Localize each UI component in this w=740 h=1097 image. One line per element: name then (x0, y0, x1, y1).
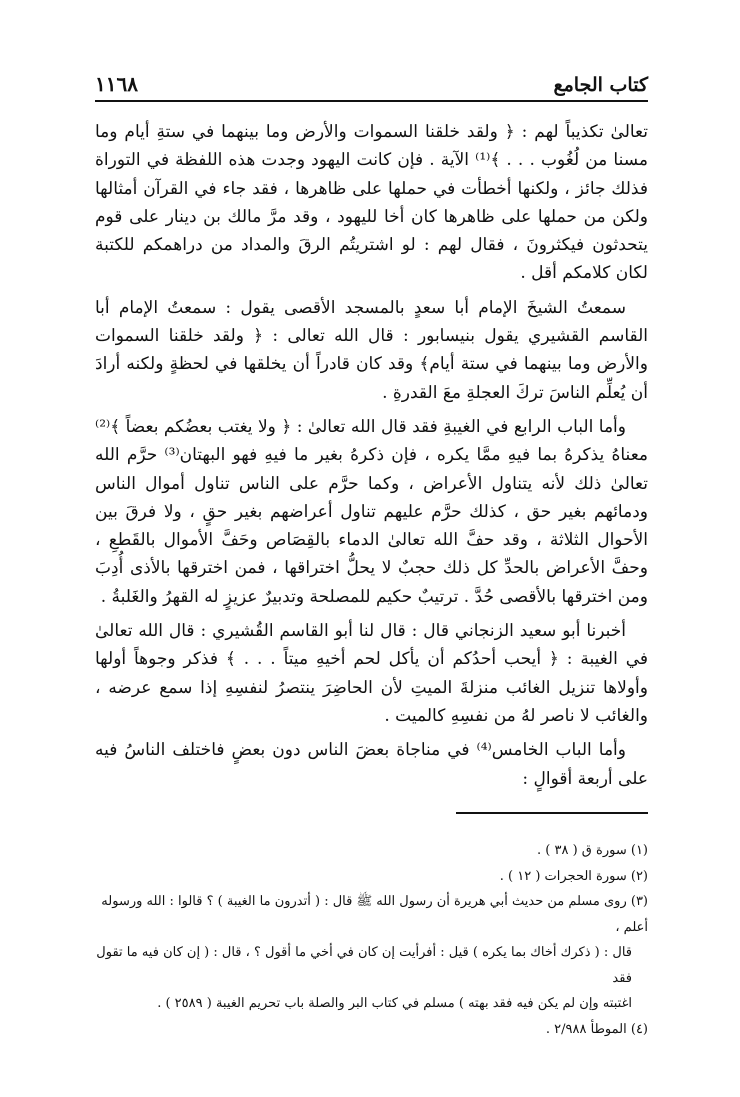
footnote-2: (٢) سورة الحجرات ( ١٢ ) . (499, 868, 648, 884)
footnote-rule (456, 812, 648, 814)
header-rule (95, 100, 648, 102)
paragraph-5: وأما الباب الخامس⁽⁴⁾ في مناجاة بعضَ الناس دون بعضٍ فاختلف الناسُ فيه على أربعة أقوالٍ : (95, 740, 648, 789)
footnote-3: (٣) روى مسلم من حديث أبي هريرة أن رسول الله ﷺ قال : ( أتدرون ما الغيبة ) ؟ قالوا : الله ورسوله أعلم ، (101, 894, 648, 935)
paragraph-4: أخبرنا أبو سعيد الزنجاني قال : قال لنا أبو القاسم القُشيري : قال الله تعالىٰ في الغيبة : ﴿ أيحب أحدُكم أن يأكل لحم أخيهِ ميتاً . . . ﴾ فذكر وجوهاً أولها وأولاها تنزيل الغائب منزلةَ الميتِ لأن الحاضِرَ ينتصرُ لنفسِهِ إذا سمع عرضه ، والغائب لا ناصر لهُ من نفسِهِ كالميت . (95, 621, 648, 726)
main-text (95, 118, 648, 793)
paragraph-1: تعالىٰ تكذيباً لهم : ﴿ ولقد خلقنا السموات والأرض وما بينهما في ستةِ أيام وما مسنا من لُغُوب . . . ﴾⁽¹⁾ الآية . فإن كانت اليهود وجدت هذه اللفظة في التوراة فذلك جائز ، ولكنها أخطأت في حملها على ظاهرها ، فقد جاء في القرآن أمثالها ولكن من حملها على ظاهرها كان أخا لليهود ، وقد مرَّ مالك بن دينار على قوم يتحدثون فيكثرونَ ، فقال لهم : لو اشتريتُم الرقَ والمداد من دراهمكم للكتبة لكان كلامكم أقل . (95, 122, 648, 284)
page-number: ١١٦٨ (95, 72, 138, 96)
footnote-4: (٤) الموطأ ٢/٩٨٨ . (545, 1021, 648, 1037)
running-title: كتاب الجامع (553, 74, 648, 96)
footnote-3-line-2: قال : ( ذكرك أخاك بما يكره ) قيل : أفرأيت إن كان في أخي ما أقول ؟ ، قال : ( إن كان فيه ما تقول فقد (96, 945, 632, 986)
footnote-1: (١) سورة ق ( ٣٨ ) . (537, 843, 648, 858)
footnotes (80, 838, 648, 1042)
page-header (95, 70, 648, 100)
paragraph-3: وأما الباب الرابع في الغيبةِ فقد قال الله تعالىٰ : ﴿ ولا يغتب بعضُكم بعضاً ﴾⁽²⁾ معناهُ يذكرهُ بما فيهِ ممَّا يكره ، فإن ذكرهُ بغير ما فيهِ فهو البهتان⁽³⁾ حرَّم الله تعالىٰ ذلك لأنه يتناول الأعراض ، وكما حرَّم على الناس تناول أموال الناس ودمائهم بغير حق ، كذلك حرَّم عليهم تناول أعراضهم بغير حقٍ ، ولا فرقَ بين الأحوال الثلاثة ، وقد حفَّ الله تعالىٰ الدماء بالقِصَاص وحَفَّ الأموال بالقَطعِ ، وحفَّ الأعراض بالحدِّ كل ذلك حجبٌ لا يحلُّ اختراقها ، فمن اخترقها بالأذى أُدِبَ ومن اخترقها بالأقصى حُدَّ . ترتيبٌ حكيم للمصلحة وتدبيرٌ عزيزٍ له القهرُ والغَلبةُ . (95, 416, 648, 607)
footnote-3-line-3: اغتبته وإن لم يكن فيه فقد بهته ) مسلم في كتاب البر والصلة باب تحريم الغيبة ( ٢٥٨٩ ) . (157, 996, 632, 1011)
paragraph-2: سمعتُ الشيخَ الإمام أبا سعدٍ بالمسجد الأقصى يقول : سمعتُ الإمام أبا القاسم القشيري يقول بنيسابور : قال الله تعالى : ﴿ ولقد خلقنا السموات والأرض وما بينهما في ستة أيام﴾ وقد كان قادراً أن يخلقها في لحظةٍ ولكنه أرادَ أن يُعلِّم الناسَ تركَ العجلةِ معَ القدرةِ . (95, 297, 648, 403)
